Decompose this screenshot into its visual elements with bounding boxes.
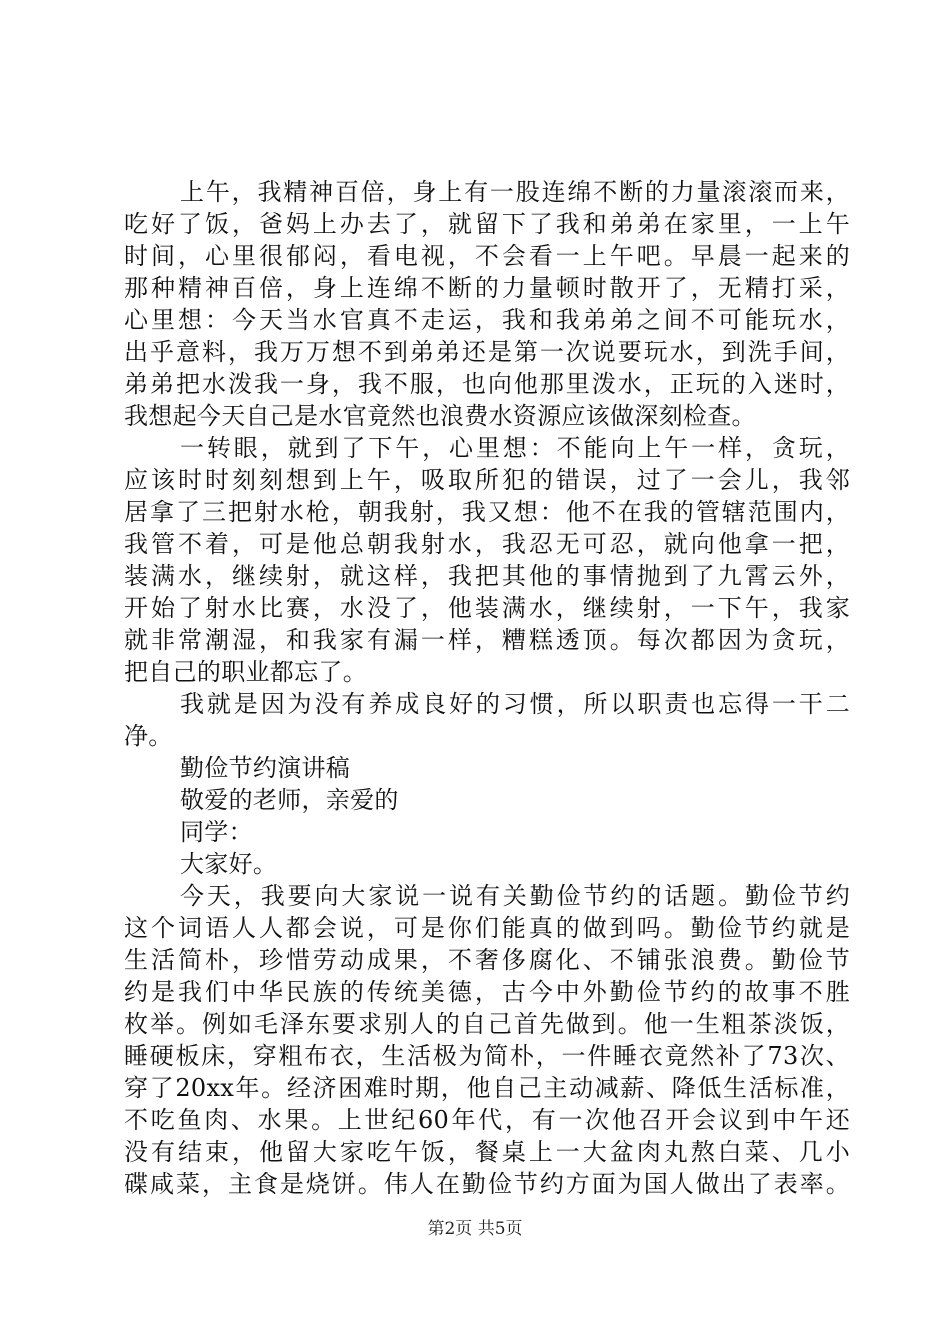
paragraph-line: 装满水，继续射，就这样，我把其他的事情抛到了九霄云外， — [124, 562, 850, 590]
paragraph-line: 枚举。例如毛泽东要求别人的自己首先做到。他一生粗茶淡饭， — [124, 1010, 850, 1038]
paragraph-line: 居拿了三把射水枪，朝我射，我又想：他不在我的管辖范围内， — [124, 498, 850, 526]
paragraph-line: 净。 — [124, 722, 173, 750]
paragraph-line: 弟弟把水泼我一身，我不服，也向他那里泼水，正玩的入迷时， — [124, 370, 850, 398]
paragraph-line: 吃好了饭，爸妈上办去了，就留下了我和弟弟在家里，一上午 — [124, 210, 850, 238]
paragraph-line: 出乎意料，我万万想不到弟弟还是第一次说要玩水，到洗手间， — [124, 338, 850, 366]
paragraph-line: 一转眼，就到了下午，心里想：不能向上午一样，贪玩， — [180, 434, 850, 462]
paragraph-line: 应该时时刻刻想到上午，吸取所犯的错误，过了一会儿，我邻 — [124, 466, 850, 494]
document-body — [124, 176, 850, 1200]
greeting-line: 大家好。 — [180, 850, 278, 878]
speech-title: 勤俭节约演讲稿 — [180, 754, 351, 782]
paragraph-line: 那种精神百倍，身上连绵不断的力量顿时散开了，无精打采， — [124, 274, 850, 302]
paragraph-line: 我就是因为没有养成良好的习惯，所以职责也忘得一干二 — [180, 690, 850, 718]
paragraph-line: 我管不着，可是他总朝我射水，我忍无可忍，就向他拿一把， — [124, 530, 850, 558]
paragraph-line: 时间，心里很郁闷，看电视，不会看一上午吧。早晨一起来的 — [124, 242, 850, 270]
paragraph-line: 开始了射水比赛，水没了，他装满水，继续射，一下午，我家 — [124, 594, 850, 622]
paragraph-line: 不吃鱼肉、水果。上世纪60年代，有一次他召开会议到中午还 — [124, 1106, 850, 1134]
salutation-line: 同学： — [180, 818, 253, 846]
paragraph-line: 这个词语人人都会说，可是你们能真的做到吗。勤俭节约就是 — [124, 914, 850, 942]
paragraph-line: 没有结束，他留大家吃午饭，餐桌上一大盆肉丸熬白菜、几小 — [124, 1138, 850, 1166]
paragraph-line: 我想起今天自己是水官竟然也浪费水资源应该做深刻检查。 — [124, 402, 756, 430]
paragraph-line: 心里想：今天当水官真不走运，我和我弟弟之间不可能玩水， — [124, 306, 850, 334]
paragraph-line: 碟咸菜，主食是烧饼。伟人在勤俭节约方面为国人做出了表率。 — [124, 1170, 850, 1198]
paragraph-line: 睡硬板床，穿粗布衣，生活极为简朴，一件睡衣竟然补了73次、 — [124, 1042, 850, 1070]
paragraph-line: 约是我们中华民族的传统美德，古今中外勤俭节约的故事不胜 — [124, 978, 850, 1006]
paragraph-line: 生活简朴，珍惜劳动成果，不奢侈腐化、不铺张浪费。勤俭节 — [124, 946, 850, 974]
paragraph-line: 把自己的职业都忘了。 — [124, 658, 367, 686]
paragraph-line: 就非常潮湿，和我家有漏一样，糟糕透顶。每次都因为贪玩， — [124, 626, 850, 654]
paragraph-line: 上午，我精神百倍，身上有一股连绵不断的力量滚滚而来， — [180, 178, 850, 206]
salutation-line: 敬爱的老师，亲爱的 — [180, 786, 399, 814]
page-number-footer: 第2页 共5页 — [427, 1219, 523, 1239]
paragraph-line: 今天，我要向大家说一说有关勤俭节约的话题。勤俭节约 — [180, 882, 850, 910]
paragraph-line: 穿了20xx年。经济困难时期，他自己主动减薪、降低生活标准， — [124, 1074, 850, 1102]
